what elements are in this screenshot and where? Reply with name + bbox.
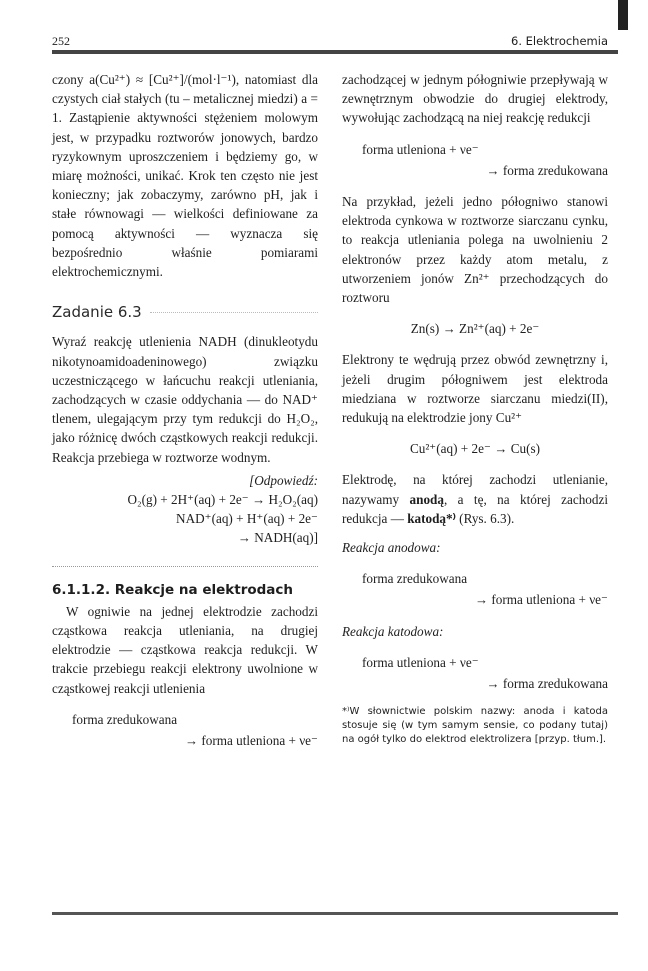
equation-2-left: forma utleniona + νe⁻ [362,141,479,157]
exercise-heading [52,303,318,322]
equation-1-left: forma zredukowana [72,711,178,727]
chapter-title: 6. Elektrochemia [511,34,608,48]
equation-anodic-right: → forma utleniona + νe⁻ [474,592,608,608]
answer-equation-3: → NADH(aq)] [237,530,318,546]
answer-equation-2: NAD⁺(aq) + H⁺(aq) + 2e⁻ [176,511,318,527]
anodic-reaction-label: Reakcja anodowa: [342,540,441,556]
equation-zinc: Zn(s) → Zn²⁺(aq) + 2e⁻ [410,321,540,337]
equation-copper: Cu²⁺(aq) + 2e⁻ → Cu(s) [409,441,541,457]
footer-rule [52,912,618,915]
answer-label: [Odpowiedź: [249,472,318,488]
heading-dotted-line [150,312,318,313]
equation-cathodic-right: → forma zredukowana [486,676,608,692]
page-number: 252 [52,34,70,48]
para4-middle: , a tę, na której zachodzi redukcja — [342,491,609,526]
equation-cathodic-left: forma utleniona + νe⁻ [362,654,479,670]
left-paragraph-1: czony a(Cu²⁺) ≈ [Cu²⁺]/(mol·l⁻¹), natomiast dla czystych ciał stałych (tu – metalicznej miedzi) a = 1. Zastąpienie aktywności stężeniem molowym jest, w przypadku roztworów jonowych, bardzo ryzykownym uproszczeniem i będziemy go, w miarę możności, unikać. Krok ten często nie jest konieczny; jak zobaczymy, zarówno pH, jak i stałe równowagi — wielkości definiowane za pomocą aktywności — wyznacza się bezpośrednio właśnie pomiarami elektrochemicznymi. [52,72,318,280]
right-paragraph-2: Na przykład, jeżeli jedno półogniwo stanowi elektroda cynkowa w roztworze siarczanu cynku, to reakcja utleniania polega na uwolnieniu 2 elektronów przez każdy atom metalu, z utworzeniem jonów Zn²⁺ przechodzących do roztworu [342,194,608,306]
right-paragraph-4 [342,470,608,528]
para4-end: (Rys. 6.3). [459,510,515,526]
cathodic-reaction-label: Reakcja katodowa: [342,623,444,639]
section-heading: 6.1.1.2. Reakcje na elektrodach [52,581,294,598]
right-paragraph-1: zachodzącej w jednym półogniwie przepływają w zewnętrznym obwodzie do drugiej elektrody, wywołując zachodzącą na niej reakcję redukcji [342,72,608,126]
right-column [342,70,608,747]
equation-1-right: → forma utleniona + νe⁻ [184,733,318,749]
section-paragraph: W ogniwie na jednej elektrodzie zachodzi cząstkowa reakcja utleniania, na drugiej elektrodzie — cząstkowa reakcja redukcji. W trakcie przebiegu reakcji elektrony uwolnione w cząstkowej reakcji utlenienia [52,603,318,696]
equation-anodic-left: forma zredukowana [362,571,468,587]
exercise-title: Zadanie 6.3 [52,303,142,322]
answer-equation-1: O₂(g) + 2H⁺(aq) + 2e⁻ → H₂O₂(aq) [127,492,318,508]
footnote: *⁾W słownictwie polskim nazwy: anoda i katoda stosuje się (w tym samym sensie, co podany tutaj) na ogół tylko do elektrod elektrolizera [przyp. tłum.]. [342,706,608,746]
section-separator [52,566,318,567]
equation-2-right: → forma zredukowana [486,162,608,178]
right-paragraph-3: Elektrony te wędrują przez obwód zewnętrzny i, jeżeli drugim półogniwem jest elektroda miedziana w roztworze siarczanu miedzi(II), redukują na elektrodzie jony Cu²⁺ [342,352,608,426]
term-katoda: katodą*⁾ [407,510,456,526]
header-rule [52,50,618,54]
exercise-text: Wyraź reakcję utlenienia NADH (dinukleotydu nikotynoamidoadeninowego) związku uczestniczącego w łańcuchu reakcji utleniania, zachodzących w czasie oddychania — do NAD⁺ tlenem, ulegającym przy tym redukcji do H₂O₂, jako różnicę dwóch cząstkowych reakcji redukcji. Reakcja przebiega w roztworze wodnym. [52,334,318,465]
left-column [52,70,318,762]
term-anoda: anodą [409,491,444,507]
para4-start: Elektrodę, na której zachodzi utlenianie, nazywamy [342,472,608,507]
page-corner-mark [618,0,628,30]
